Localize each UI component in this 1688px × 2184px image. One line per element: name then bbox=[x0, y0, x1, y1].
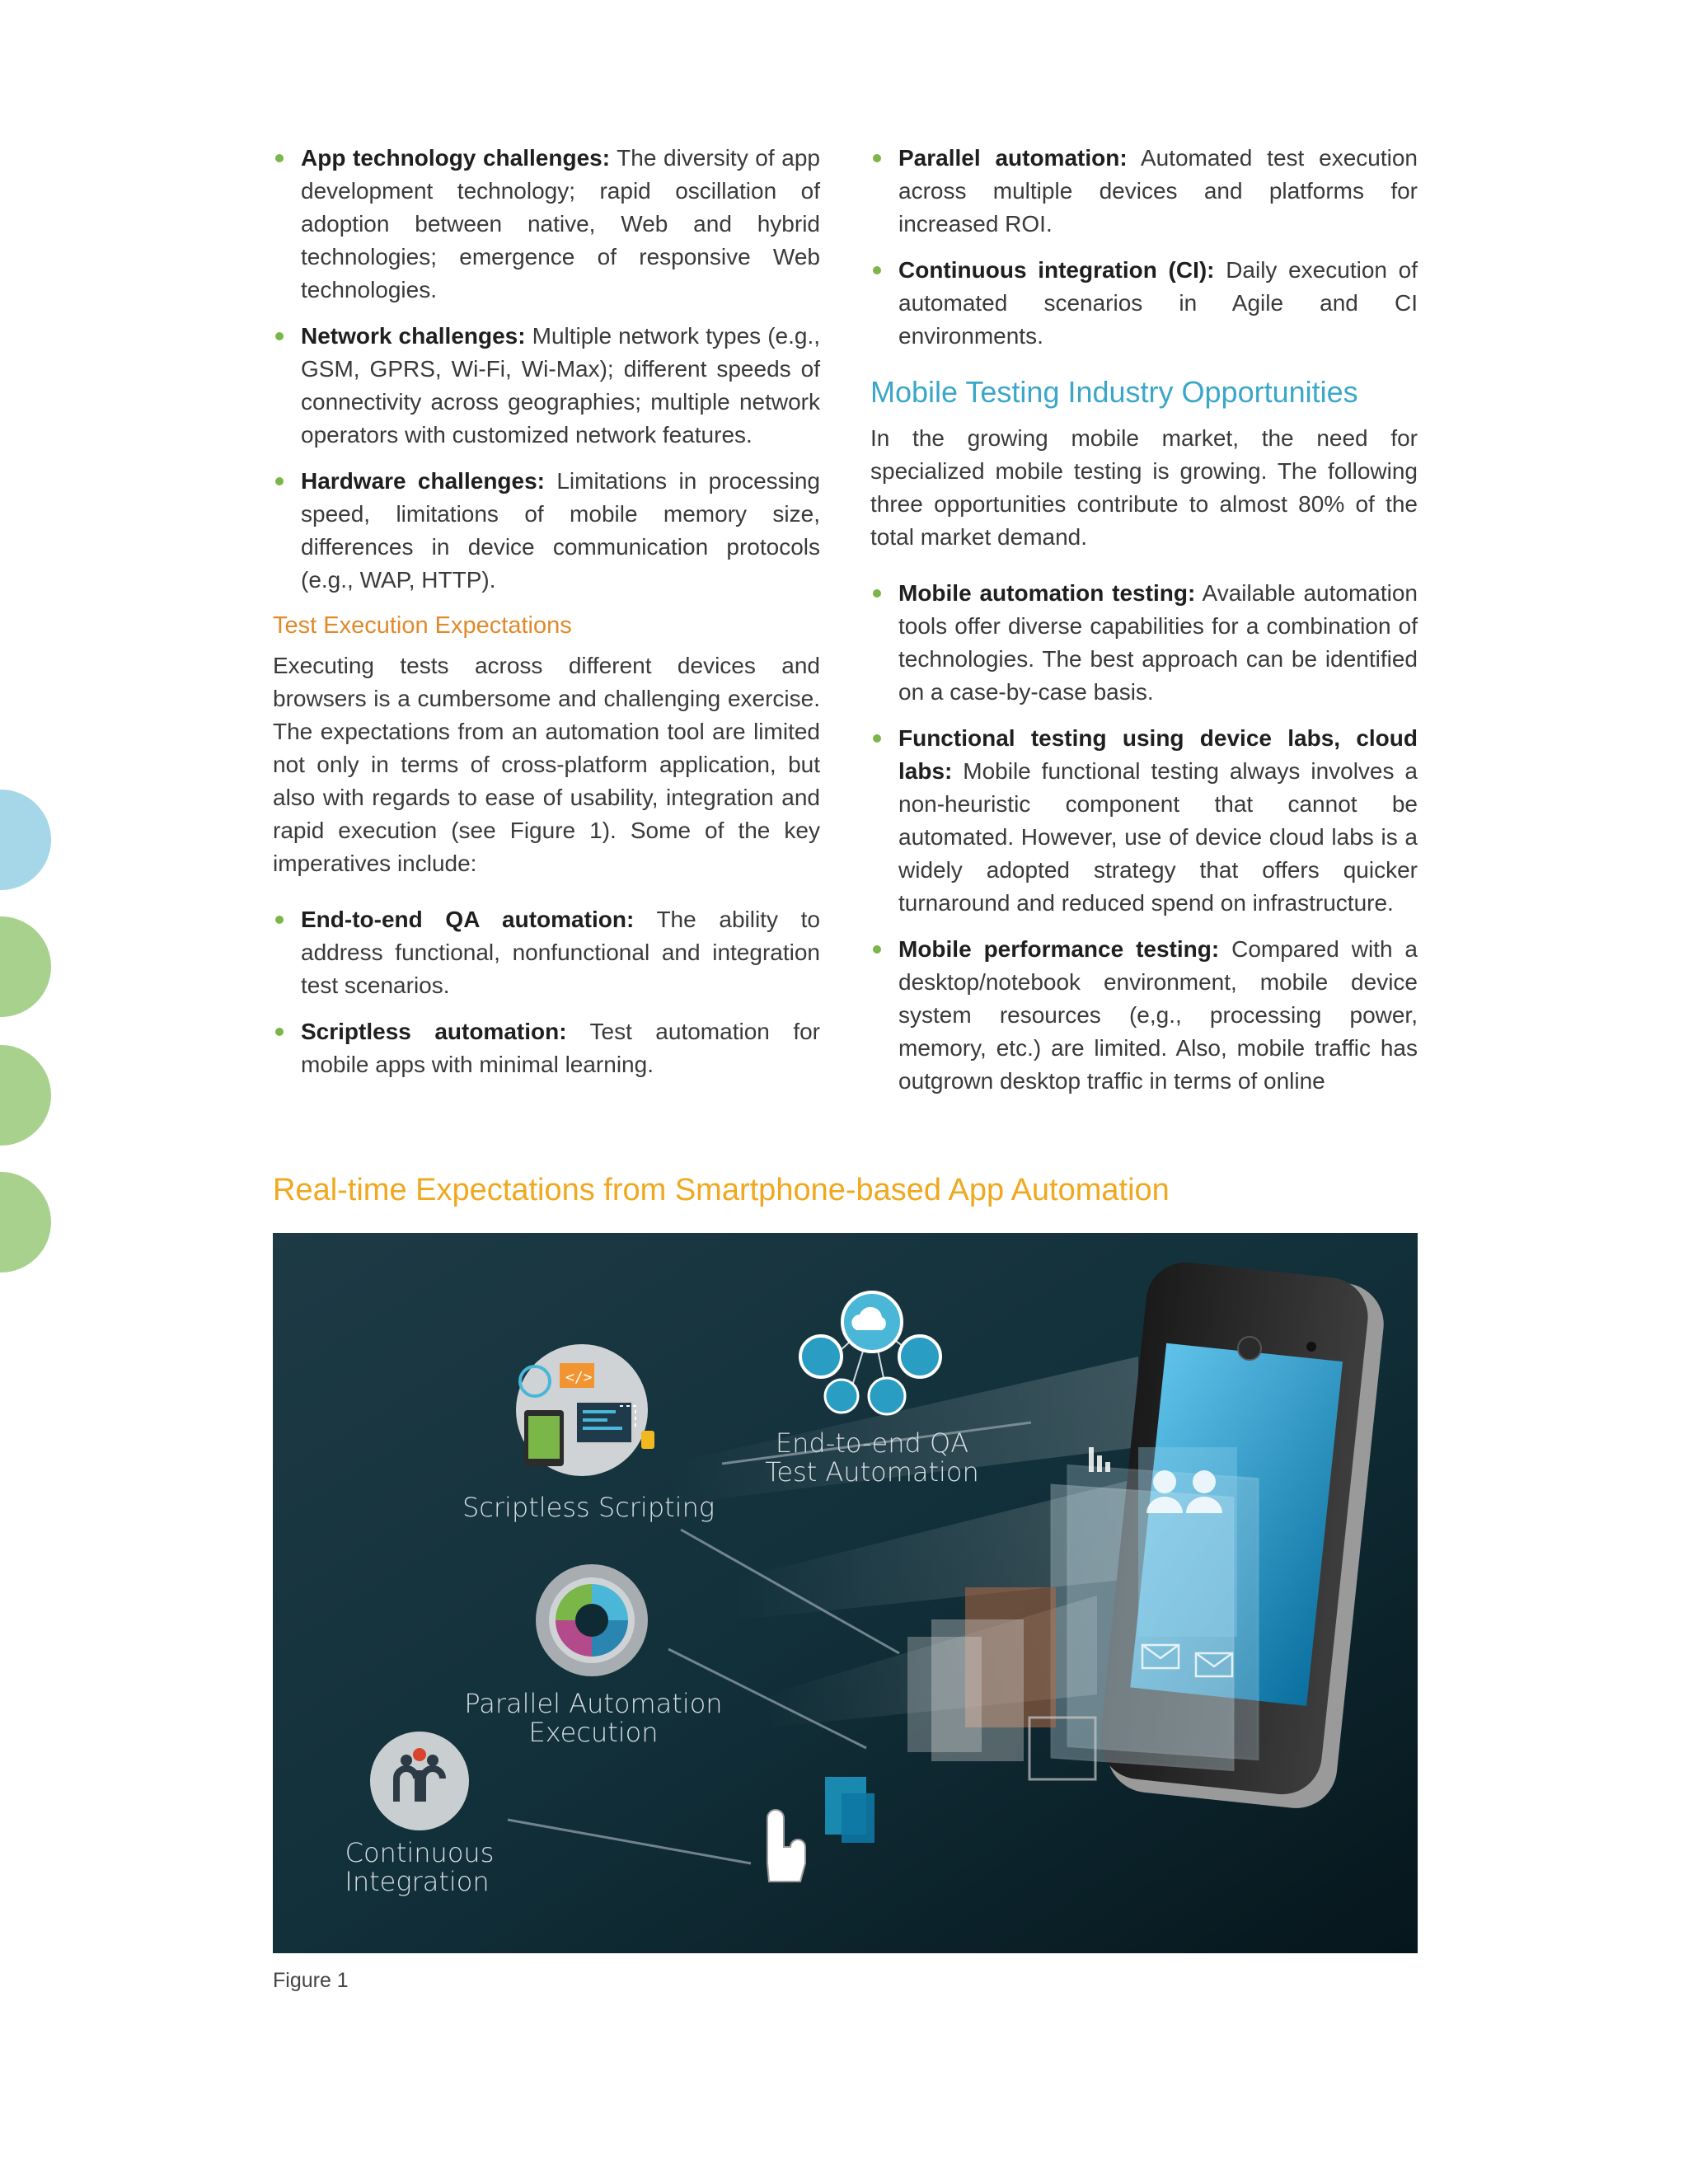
bullet-title: End-to-end QA automation: bbox=[301, 907, 635, 932]
figure-caption: Figure 1 bbox=[273, 1969, 349, 1992]
label-ci-line1: Continuous bbox=[345, 1837, 495, 1868]
list-item bbox=[870, 254, 1418, 353]
label-e2e-line2: Test Automation bbox=[765, 1456, 979, 1488]
imperatives-list-continued bbox=[870, 142, 1418, 353]
figure-svg bbox=[273, 1233, 1418, 1953]
list-item bbox=[273, 320, 820, 452]
list-item bbox=[870, 722, 1418, 920]
parallel-automation-gear-icon bbox=[536, 1564, 648, 1676]
list-item bbox=[870, 577, 1418, 709]
bullet-text: Daily execution of automated scenarios in Agile and CI environments. bbox=[898, 257, 1418, 349]
bullet-text: Mobile functional testing always involves a non-heuristic component that cannot be automated. However, use of device cloud labs is a widely adopted strategy that offers quicker turnaround and reduced spend on infrastructure. bbox=[898, 758, 1418, 916]
bullet-text: Compared with a desktop/notebook environment, mobile device system resources (e,g., processing power, memory, etc.) are limited. Also, mobile traffic has outgrown desktop traffic in terms of online bbox=[898, 936, 1418, 1094]
list-item bbox=[273, 903, 820, 1002]
label-e2e-line1: End-to-end QA bbox=[775, 1427, 969, 1459]
svg-text:</>: </> bbox=[565, 1369, 593, 1386]
challenges-list bbox=[273, 142, 820, 597]
opportunities-heading: Mobile Testing Industry Opportunities bbox=[870, 375, 1358, 409]
bullet-text: Test automation for mobile apps with minimal learning. bbox=[301, 1019, 820, 1077]
figure-illustration bbox=[273, 1233, 1418, 1953]
bullet-title: Network challenges: bbox=[301, 323, 526, 349]
bullet-title: Continuous integration (CI): bbox=[898, 257, 1215, 283]
left-column bbox=[273, 142, 820, 1094]
right-column bbox=[870, 142, 1418, 1111]
list-item bbox=[273, 142, 820, 307]
side-circle-green-3 bbox=[0, 1172, 51, 1272]
opportunities-paragraph: In the growing mobile market, the need for specialized mobile testing is growing. The following three opportunities contribute to almost 80% of the total market demand. bbox=[870, 425, 1418, 550]
figure-title: Real-time Expectations from Smartphone-based App Automation bbox=[273, 1173, 1170, 1207]
bullet-title: Scriptless automation: bbox=[301, 1019, 567, 1044]
test-execution-subheading: Test Execution Expectations bbox=[273, 612, 572, 639]
bullet-text: The diversity of app development technology; rapid oscillation of adoption between native, Web and hybrid technologies; emergence of responsive Web technologies. bbox=[301, 145, 820, 302]
label-ci-line2: Integration bbox=[345, 1866, 490, 1897]
list-item bbox=[870, 933, 1418, 1098]
bullet-text: The ability to address functional, nonfunctional and integration test scenarios. bbox=[301, 907, 820, 998]
label-scriptless-scripting: Scriptless Scripting bbox=[462, 1492, 715, 1523]
bullet-text: Available automation tools offer diverse capabilities for a combination of technologies. The best approach can be identified on a case-by-case basis. bbox=[898, 580, 1418, 705]
side-circle-green-2 bbox=[0, 1045, 51, 1146]
label-parallel-line2: Execution bbox=[528, 1717, 659, 1748]
list-item bbox=[273, 1015, 820, 1081]
bullet-title: Parallel automation: bbox=[898, 145, 1128, 171]
continuous-integration-icon bbox=[370, 1732, 469, 1830]
bullet-title: Mobile automation testing: bbox=[898, 580, 1196, 606]
label-parallel-line1: Parallel Automation bbox=[464, 1688, 723, 1719]
bullet-title: Mobile performance testing: bbox=[898, 936, 1220, 962]
bullet-title: Functional testing using device labs, cloud labs: bbox=[898, 725, 1418, 784]
side-circle-blue bbox=[0, 790, 51, 890]
test-execution-paragraph: Executing tests across different devices and browsers is a cumbersome and challenging exercise. The expectations from an automation tool are limited not only in terms of cross-platform application, but also with regards to ease of usability, integration and rapid execution (see Figure 1). Some of the key imperatives include: bbox=[273, 653, 820, 876]
bullet-text: Limitations in processing speed, limitations of mobile memory size, differences in device communication protocols (e.g., WAP, HTTP). bbox=[301, 468, 820, 593]
bullet-text: Multiple network types (e.g., GSM, GPRS, Wi-Fi, Wi-Max); different speeds of connectivity across geographies; multiple network operators with customized network features. bbox=[301, 323, 820, 448]
list-item bbox=[870, 142, 1418, 241]
list-item bbox=[273, 465, 820, 597]
side-circle-green-1 bbox=[0, 916, 51, 1017]
bullet-title: App technology challenges: bbox=[301, 145, 611, 171]
opportunities-list bbox=[870, 577, 1418, 1098]
bullet-title: Hardware challenges: bbox=[301, 468, 545, 494]
bullet-text: Automated test execution across multiple devices and platforms for increased ROI. bbox=[898, 145, 1418, 237]
imperatives-list bbox=[273, 903, 820, 1081]
